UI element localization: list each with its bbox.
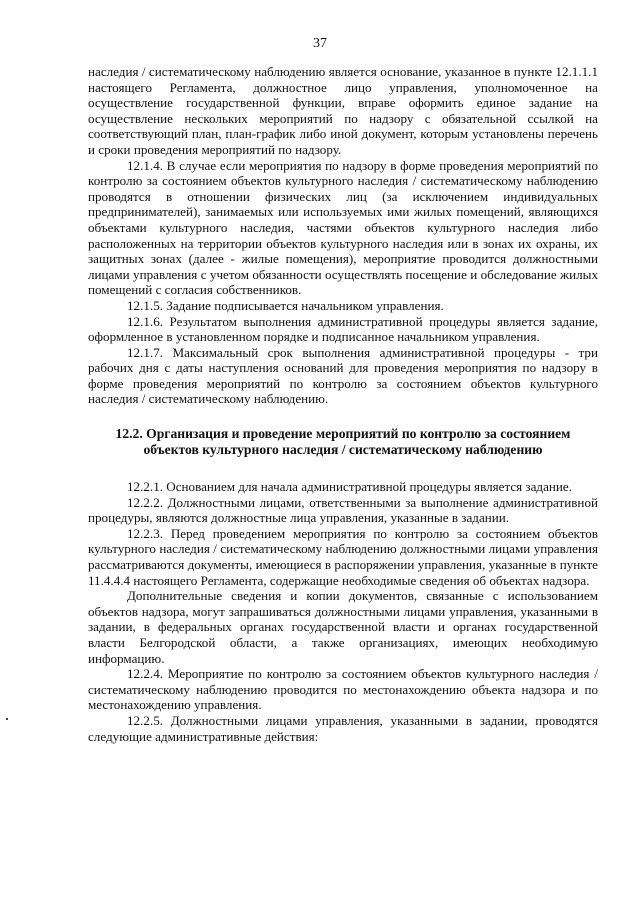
paragraph-12-1-6: 12.1.6. Результатом выполнения административной процедуры является задание, оформленное в установленном порядке и подписанное начальником управления.: [88, 313, 598, 345]
paragraph-12-2-1: 12.2.1. Основанием для начала административной процедуры является задание.: [127, 479, 572, 495]
paragraph-12-1-7: 12.1.7. Максимальный срок выполнения административной процедуры - три рабочих дня с даты наступления оснований для проведения мероприятия по надзору в форме проведения мероприятий по контролю за состоянием объектов культурного наследия / систематическому наблюдению.: [88, 344, 598, 407]
paragraph-additional-info: Дополнительные сведения и копии документов, связанные с использованием объектов надзора, могут запрашиваться должностными лицами управления, указанными в задании, в федеральных органах государственной власти и органах государственной власти Белгородской области, а также организациях, имеющих необходимую информацию.: [88, 588, 598, 666]
paragraph-12-2-5: 12.2.5. Должностными лицами управления, указанными в задании, проводятся следующие административные действия:: [88, 712, 598, 744]
document-body: [88, 64, 598, 744]
paragraph-12-2-4: 12.2.4. Мероприятие по контролю за состоянием объектов культурного наследия / систематическому наблюдению проводится по местонахождению объекта надзора и по местонахождению управления.: [88, 666, 598, 713]
paragraph-12-1-5: 12.1.5. Задание подписывается начальником управления.: [127, 297, 444, 313]
section-heading-line-1: 12.2. Организация и проведение мероприятий по контролю за состоянием: [115, 426, 571, 442]
page-number: 37: [313, 36, 327, 51]
paragraph-12-1-4: 12.1.4. В случае если мероприятия по надзору в форме проведения мероприятий по контролю за состоянием объектов культурного наследия / систематическому наблюдению проводятся в отношении физических лиц (за исключением индивидуальных предпринимателей), занимаемых или используемых ими жилых помещений, являющихся объектами культурного наследия, частями объектов культурного наследия либо расположенных на территории объектов культурного наследия или в зонах их охраны, их защитных зонах (далее - жилые помещения), мероприятие проводится должностными лицами управления с учетом обязанности осуществлять посещение и обследование жилых помещений с согласия собственников.: [88, 157, 598, 298]
scan-speck: [6, 718, 8, 720]
section-heading-line-2: объектов культурного наследия / систематическому наблюдению: [143, 442, 543, 458]
paragraph-12-2-2: 12.2.2. Должностными лицами, ответственными за выполнение административной процедуры, являются должностные лица управления, указанные в задании.: [88, 494, 598, 526]
paragraph-continuation: наследия / систематическому наблюдению является основание, указанное в пункте 12.1.1.1 настоящего Регламента, должностное лицо управления, уполномоченное на осуществление государственной функции, вправе оформить единое задание на осуществление нескольких мероприятий по надзору с обязательной ссылкой на соответствующий план, план-график либо иной документ, которым установлены перечень и сроки проведения мероприятий по надзору.: [88, 64, 598, 157]
section-heading: [88, 426, 598, 458]
paragraph-12-2-3: 12.2.3. Перед проведением мероприятия по контролю за состоянием объектов культурного наследия / систематическому наблюдению должностными лицами управления рассматриваются документы, имеющиеся в распоряжении управления, указанные в пункте 11.4.4.4 настоящего Регламента, содержащие необходимые сведения об объектах надзора.: [88, 525, 598, 588]
